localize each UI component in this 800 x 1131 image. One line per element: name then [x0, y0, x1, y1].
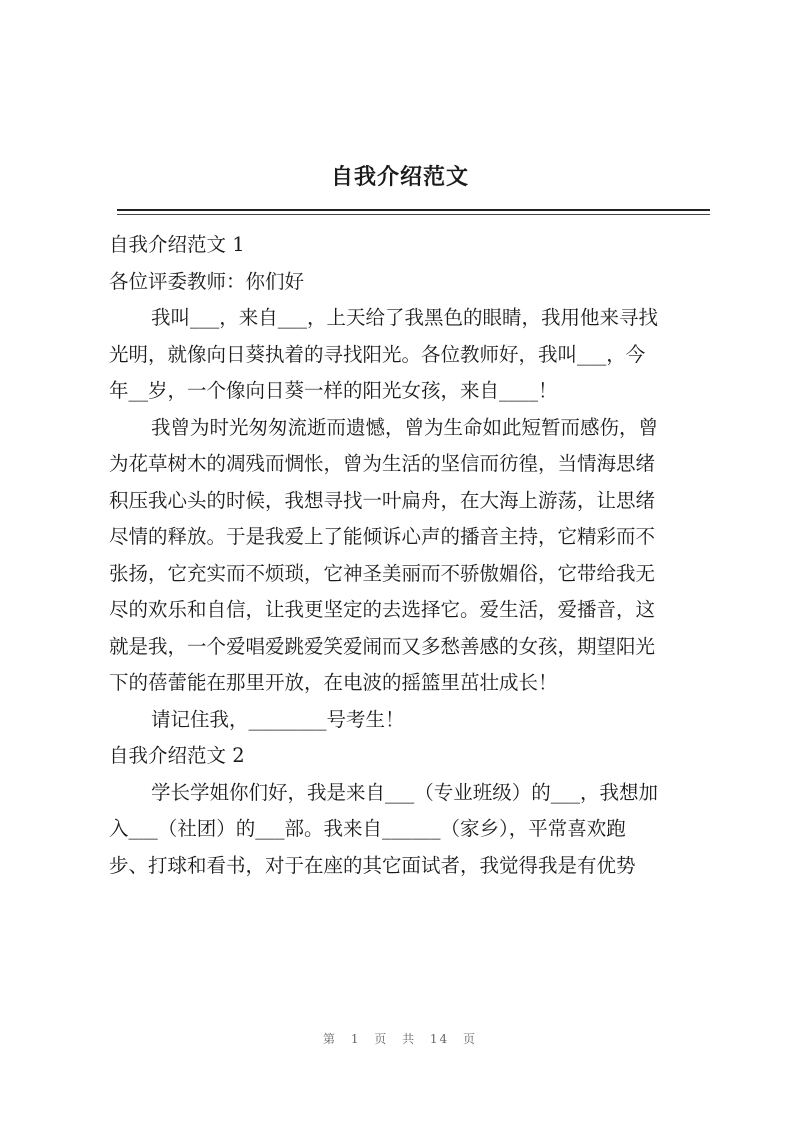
- text-line: 我叫___，来自___，上天给了我黑色的眼睛，我用他来寻找: [151, 306, 659, 329]
- text-line: 我曾为时光匆匆流逝而遗憾，曾为生命如此短暂而感伤，曾: [151, 415, 659, 439]
- document-body: [109, 227, 714, 884]
- page-footer: 第 1 页 共 14 页: [323, 1032, 477, 1046]
- text-line: 年__岁，一个像向日葵一样的阳光女孩，来自____！: [109, 379, 558, 402]
- title-divider: [117, 209, 710, 211]
- text-line: 自我介绍范文 1: [109, 233, 245, 256]
- text-line: 尽的欢乐和自信，让我更坚定的去选择它。爱生活，爱播音，这: [109, 598, 656, 621]
- text-line: 请记住我，________号考生！: [151, 707, 405, 731]
- text-line: 张扬，它充实而不烦琐，它神圣美丽而不骄傲媚俗，它带给我无: [109, 561, 656, 585]
- text-line: 各位评委教师：你们好: [109, 269, 305, 293]
- text-line: 学长学姐你们好，我是来自___（专业班级）的___，我想加: [151, 780, 659, 804]
- text-line: 入___（社团）的___部。我来自______（家乡），平常喜欢跑: [109, 817, 626, 840]
- text-line: 就是我，一个爱唱爱跳爱笑爱闹而又多愁善感的女孩，期望阳光: [109, 634, 656, 658]
- title-divider-thin: [117, 214, 710, 215]
- text-line: 尽情的释放。于是我爱上了能倾诉心声的播音主持，它精彩而不: [109, 525, 656, 548]
- text-line: 下的蓓蕾能在那里开放，在电波的摇篮里茁壮成长！: [109, 671, 558, 694]
- text-line: 积压我心头的时候，我想寻找一叶扁舟，在大海上游荡，让思绪: [109, 488, 656, 512]
- page-title: 自我介绍范文: [330, 164, 469, 190]
- text-line: 自我介绍范文 2: [109, 744, 245, 767]
- text-line: 为花草树木的凋残而惆怅，曾为生活的坚信而彷徨，当情海思绪: [109, 452, 656, 475]
- text-line: 光明，就像向日葵执着的寻找阳光。各位教师好，我叫___，今: [109, 342, 646, 366]
- text-line: 步、打球和看书，对于在座的其它面试者，我觉得我是有优势: [109, 853, 636, 877]
